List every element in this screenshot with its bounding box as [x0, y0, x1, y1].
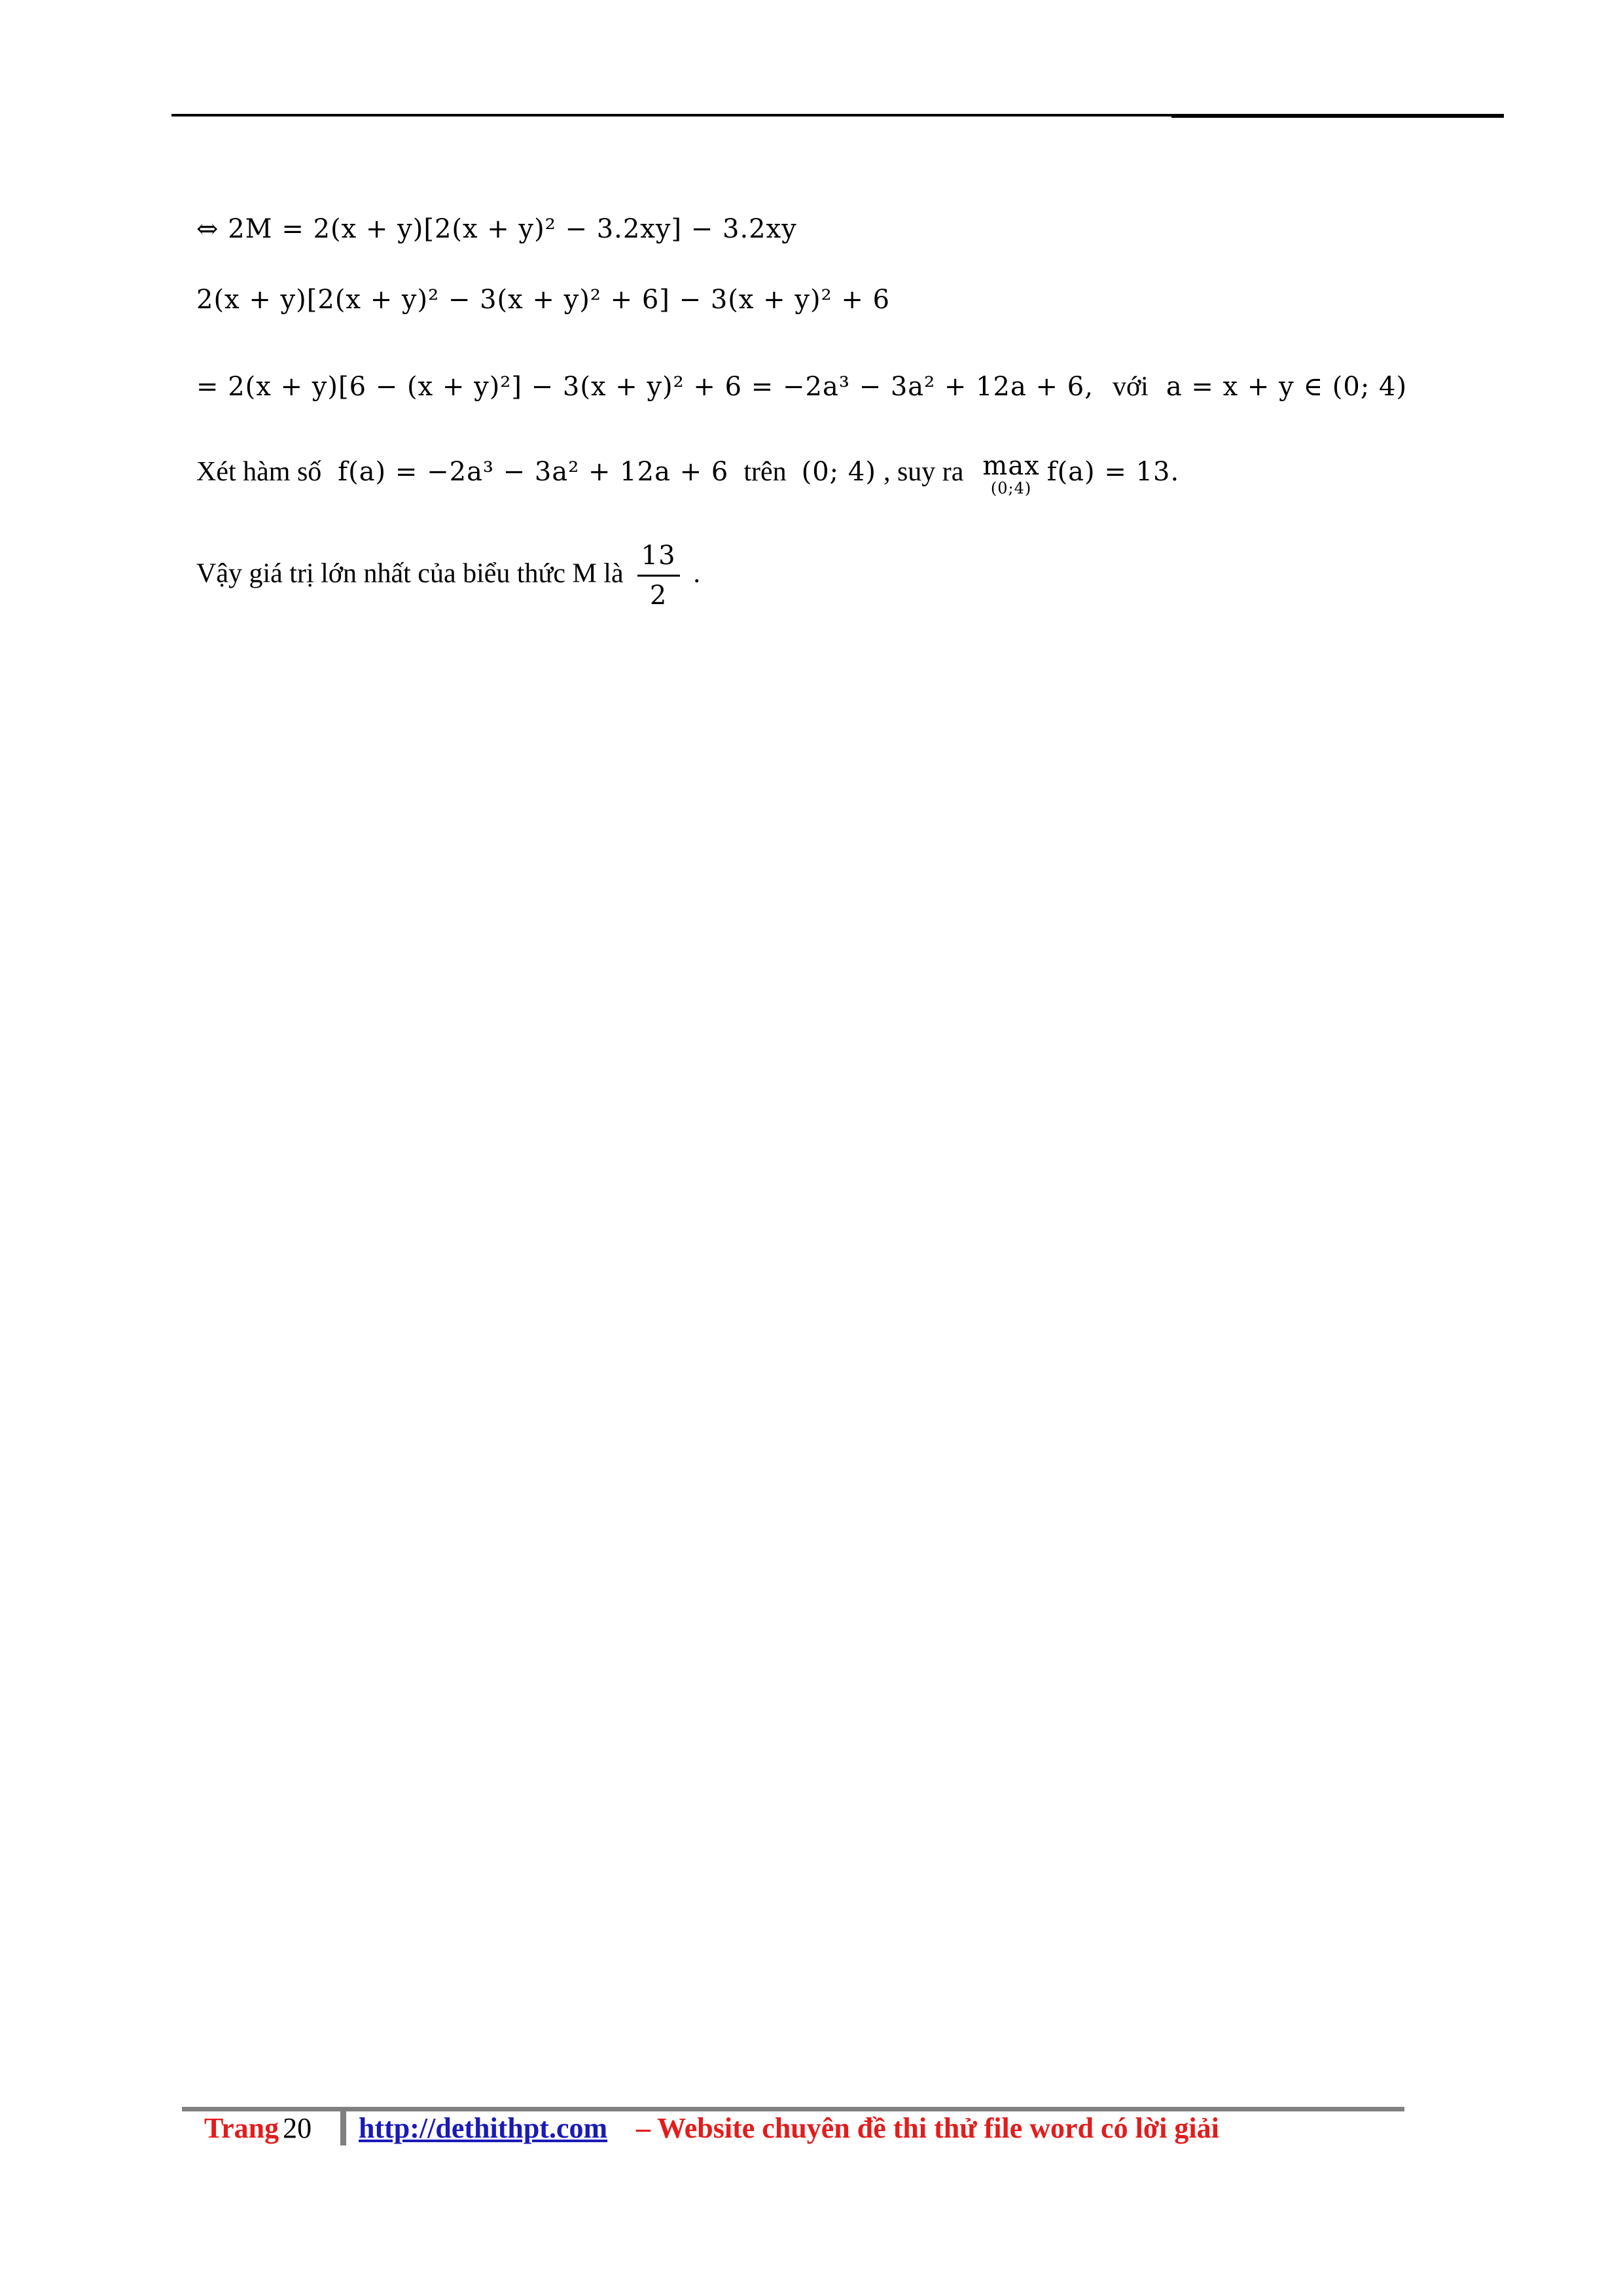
conclusion-line — [196, 537, 700, 615]
equation-line-3-expression: = 2(x + y)[6 − (x + y)²] − 3(x + y)² + 6 = −2a³ − 3a² + 12a + 6, — [196, 372, 1094, 402]
max-value: f(a) = 13. — [1046, 457, 1180, 488]
equation-line-1: ⇔ 2M = 2(x + y)[2(x + y)² − 3.2xy] − 3.2xy — [196, 214, 797, 244]
equation-line-3-with: với — [1112, 372, 1149, 402]
function-line — [196, 452, 1179, 496]
function-line-hence: , suy ra — [883, 457, 964, 488]
fraction-numerator: 13 — [641, 541, 676, 571]
function-line-on: trên — [743, 457, 787, 488]
max-operator-word: max — [982, 451, 1040, 481]
header-rule-accent — [1171, 114, 1504, 118]
function-definition: f(a) = −2a³ − 3a² + 12a + 6 — [338, 457, 729, 488]
page-footer — [204, 2110, 1219, 2147]
equation-line-2: 2(x + y)[2(x + y)² − 3(x + y)² + 6] − 3(x + y)² + 6 — [196, 285, 891, 315]
equation-line-3-condition: a = x + y ∈ (0; 4) — [1166, 372, 1408, 402]
fraction-denominator: 2 — [649, 581, 668, 611]
footer-tagline: – Website chuyên đề thi thử file word có lời giải — [636, 2112, 1219, 2144]
equation-line-3 — [196, 367, 1407, 406]
conclusion-fraction — [637, 537, 680, 615]
footer-page-number: 20 — [283, 2112, 312, 2144]
conclusion-text: Vậy giá trị lớn nhất của biểu thức M là — [196, 558, 624, 589]
footer-separator — [340, 2111, 346, 2145]
function-line-intro: Xét hàm số — [196, 457, 322, 488]
max-operator-subscript: (0;4) — [990, 479, 1032, 497]
footer-website-link[interactable]: http://dethithpt.com — [359, 2112, 608, 2144]
conclusion-period: . — [693, 558, 701, 589]
max-operator — [982, 452, 1039, 496]
function-interval: (0; 4) — [801, 457, 876, 488]
footer-page-label: Trang — [204, 2112, 279, 2144]
